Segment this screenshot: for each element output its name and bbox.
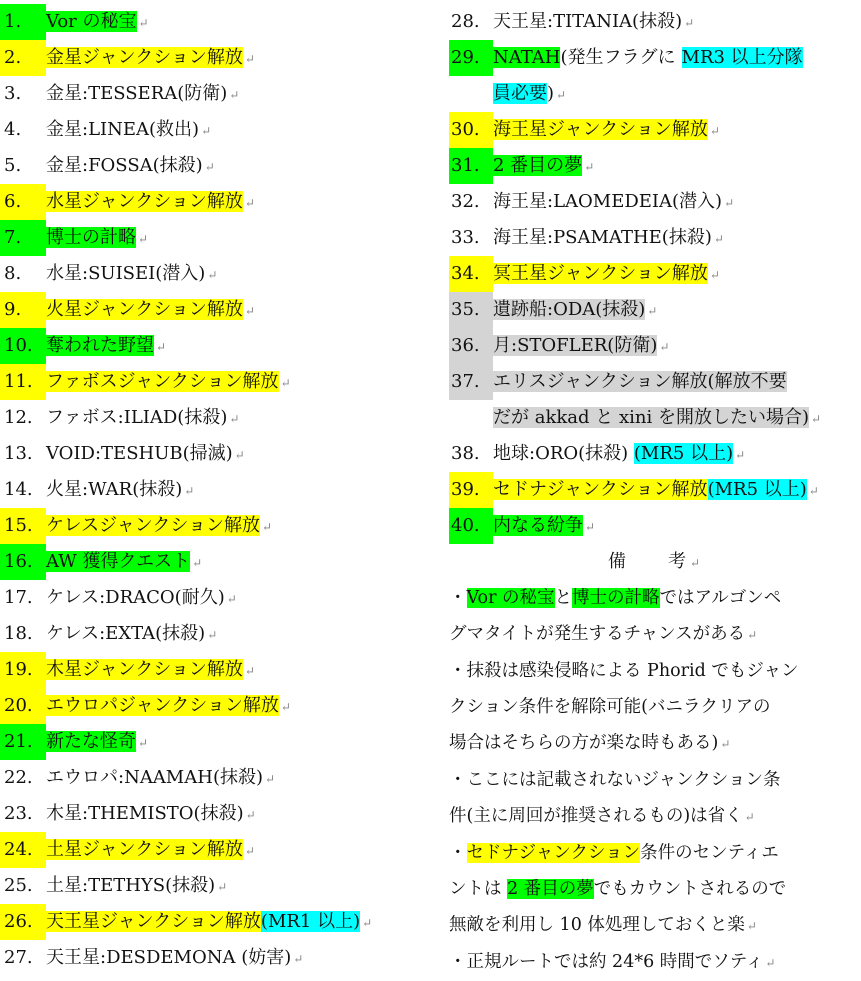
item-number: 31. <box>449 148 493 184</box>
item-number: 15. <box>0 508 46 544</box>
remark-4-line2: ントは 2 番目の夢でもカウントされるので <box>449 879 787 899</box>
list-item <box>449 364 861 436</box>
list-item <box>0 472 440 508</box>
list-item <box>0 436 440 472</box>
item-text: ファボスジャンクション解放 <box>46 371 279 392</box>
list-item <box>449 328 861 364</box>
remark-3: ・ここには記載されないジャンクション条 <box>449 770 781 790</box>
list-item <box>0 328 440 364</box>
remark-4: ・セドナジャンクション条件のセンティエ <box>449 843 779 863</box>
remark-2-line2: クション条件を解除可能(バニラクリアの <box>449 697 771 717</box>
list-item <box>0 868 440 904</box>
paragraph-mark-icon: ↵ <box>556 88 567 102</box>
paragraph-mark-icon: ↵ <box>201 124 212 138</box>
item-text: 海王星:LAOMEDEIA(潜入) <box>493 191 723 212</box>
paragraph-mark-icon: ↵ <box>280 376 291 390</box>
item-number: 12. <box>4 407 33 428</box>
item-number: 34. <box>449 256 493 292</box>
paragraph-mark-icon: ↵ <box>585 520 596 534</box>
item-text: 金星:LINEA(救出) <box>46 119 200 140</box>
paragraph-mark-icon: ↵ <box>362 916 373 930</box>
item-text: 金星ジャンクション解放 <box>46 47 243 68</box>
item-number: 1. <box>0 4 46 40</box>
list-item <box>0 904 440 940</box>
item-number: 7. <box>0 220 46 256</box>
item-number: 9. <box>0 292 46 328</box>
paragraph-mark-icon: ↵ <box>226 592 237 606</box>
list-item <box>0 76 440 112</box>
list-item <box>0 40 440 76</box>
list-item <box>0 652 440 688</box>
mr-requirement-badge: (MR1 以上) <box>260 911 361 932</box>
item-text: 2 番目の夢 <box>493 155 583 176</box>
list-item <box>0 508 440 544</box>
item-number: 10. <box>0 328 46 364</box>
item-text: エリスジャンクション解放(解放不要 <box>493 371 787 392</box>
item-text: 木星ジャンクション解放 <box>46 659 243 680</box>
item-text: 金星:TESSERA(防衛) <box>46 83 228 104</box>
list-item <box>0 796 440 832</box>
list-item <box>449 4 861 40</box>
item-number: 17. <box>4 587 33 608</box>
item-number: 23. <box>4 803 33 824</box>
list-item <box>0 832 440 868</box>
item-text: 水星ジャンクション解放 <box>46 191 243 212</box>
list-item <box>449 220 861 256</box>
item-text: 海王星:PSAMATHE(抹殺) <box>493 227 712 248</box>
list-item <box>0 616 440 652</box>
list-item <box>449 40 861 112</box>
item-text: エウロパジャンクション解放 <box>46 695 279 716</box>
item-text: 奪われた野望 <box>46 335 154 356</box>
item-number: 16. <box>0 544 46 580</box>
paragraph-mark-icon: ↵ <box>709 124 720 138</box>
item-text: 水星:SUISEI(潜入) <box>46 263 206 284</box>
item-number: 14. <box>4 479 33 500</box>
list-item <box>0 544 440 580</box>
item-text: ファボス:ILIAD(抹殺) <box>46 407 228 428</box>
item-note: (発生フラグに <box>560 47 676 68</box>
item-number: 8. <box>4 263 22 284</box>
item-text: 火星ジャンクション解放 <box>46 299 243 320</box>
paragraph-mark-icon: ↵ <box>735 448 746 462</box>
item-text: ケレス:EXTA(抹殺) <box>46 623 206 644</box>
list-item <box>449 112 861 148</box>
item-number: 25. <box>4 875 33 896</box>
item-number: 2. <box>0 40 46 76</box>
item-number: 28. <box>451 11 480 32</box>
paragraph-mark-icon: ↵ <box>192 556 203 570</box>
item-text: 海王星ジャンクション解放 <box>493 119 708 140</box>
item-text: 天王星ジャンクション解放 <box>46 911 261 932</box>
paragraph-mark-icon: ↵ <box>293 952 304 966</box>
item-text: 天王星:TITANIA(抹殺) <box>493 11 683 32</box>
paragraph-mark-icon: ↵ <box>280 700 291 714</box>
item-text: NATAH <box>493 47 561 68</box>
list-item <box>449 256 861 292</box>
remark-1-line2: グマタイトが発生するチャンスがある ↵ <box>449 624 758 644</box>
item-text: ケレス:DRACO(耐久) <box>46 587 225 608</box>
item-text: 遺跡船:ODA(抹殺) <box>493 299 646 320</box>
item-number: 5. <box>4 155 22 176</box>
item-text-continued: 員必要 <box>493 83 547 104</box>
list-item <box>449 148 861 184</box>
paragraph-mark-icon: ↵ <box>234 448 245 462</box>
quest-list-left <box>0 4 440 976</box>
item-text: VOID:TESHUB(掃滅) <box>46 443 233 464</box>
list-item <box>0 580 440 616</box>
list-item <box>449 292 861 328</box>
item-text: ケレスジャンクション解放 <box>46 515 261 536</box>
paragraph-mark-icon: ↵ <box>244 196 255 210</box>
list-item <box>449 436 861 472</box>
item-text-continued: だが akkad と xini を開放したい場合) <box>493 407 809 428</box>
item-number: 6. <box>0 184 46 220</box>
paragraph-mark-icon: ↵ <box>244 304 255 318</box>
item-number: 37. <box>449 364 493 400</box>
item-number: 40. <box>449 508 493 544</box>
item-text: 月:STOFLER(防衛) <box>493 335 658 356</box>
item-text: Vor の秘宝 <box>46 11 137 32</box>
list-item <box>0 400 440 436</box>
paragraph-mark-icon: ↵ <box>659 340 670 354</box>
paragraph-mark-icon: ↵ <box>647 304 658 318</box>
item-number: 4. <box>4 119 22 140</box>
remark-1: ・Vor の秘宝と博士の計略ではアルゴンペ <box>449 588 782 608</box>
paragraph-mark-icon: ↵ <box>207 268 218 282</box>
list-item <box>0 760 440 796</box>
quest-list-right <box>449 4 861 981</box>
item-text: 天王星:DESDEMONA (妨害) <box>46 947 292 968</box>
item-number: 35. <box>449 292 493 328</box>
item-number: 19. <box>0 652 46 688</box>
paragraph-mark-icon: ↵ <box>584 160 595 174</box>
list-item <box>0 724 440 760</box>
paragraph-mark-icon: ↵ <box>217 880 228 894</box>
item-number: 20. <box>0 688 46 724</box>
list-item <box>0 364 440 400</box>
mr-requirement-badge: MR3 以上分隊 <box>681 47 803 68</box>
remark-2-line3: 場合はそちらの方が楽な時もある) ↵ <box>449 733 731 753</box>
item-number: 18. <box>4 623 33 644</box>
list-item <box>0 940 440 976</box>
paragraph-mark-icon: ↵ <box>713 232 724 246</box>
item-number: 24. <box>0 832 46 868</box>
item-number: 36. <box>449 328 493 364</box>
list-item <box>0 220 440 256</box>
item-text: AW 獲得クエスト <box>46 551 191 572</box>
item-text: 金星:FOSSA(抹殺) <box>46 155 203 176</box>
remarks-title: 備 考 ↵ <box>607 551 703 572</box>
item-text: エウロパ:NAAMAH(抹殺) <box>46 767 263 788</box>
list-item <box>0 292 440 328</box>
paragraph-mark-icon: ↵ <box>229 88 240 102</box>
list-item <box>0 112 440 148</box>
paragraph-mark-icon: ↵ <box>810 412 822 426</box>
item-number: 33. <box>451 227 480 248</box>
paragraph-mark-icon: ↵ <box>808 484 819 498</box>
list-item <box>0 148 440 184</box>
item-text: 木星:THEMISTO(抹殺) <box>46 803 244 824</box>
list-item <box>449 184 861 220</box>
paragraph-mark-icon: ↵ <box>184 484 195 498</box>
mr-requirement-badge: (MR5 以上) <box>707 479 807 500</box>
paragraph-mark-icon: ↵ <box>138 232 149 246</box>
paragraph-mark-icon: ↵ <box>245 808 256 822</box>
item-text-tail: ) <box>547 83 555 104</box>
list-item <box>0 184 440 220</box>
remark-5: ・正規ルートでは約 24*6 時間でソティ ↵ <box>449 952 776 972</box>
item-number: 21. <box>0 724 46 760</box>
item-text: 地球:ORO(抹殺) <box>493 443 634 464</box>
list-item <box>449 472 861 508</box>
paragraph-mark-icon: ↵ <box>229 412 240 426</box>
item-text: 冥王星ジャンクション解放 <box>493 263 708 284</box>
item-number: 13. <box>4 443 33 464</box>
paragraph-mark-icon: ↵ <box>138 736 149 750</box>
item-number: 29. <box>449 40 493 76</box>
paragraph-mark-icon: ↵ <box>262 520 273 534</box>
item-text: 内なる紛争 <box>493 515 583 536</box>
item-number: 26. <box>0 904 46 940</box>
item-text: 土星ジャンクション解放 <box>46 839 243 860</box>
paragraph-mark-icon: ↵ <box>156 340 167 354</box>
item-number: 32. <box>451 191 480 212</box>
paragraph-mark-icon: ↵ <box>264 772 276 786</box>
paragraph-mark-icon: ↵ <box>724 196 735 210</box>
item-number: 3. <box>4 83 22 104</box>
item-text: 火星:WAR(抹殺) <box>46 479 183 500</box>
list-item <box>0 688 440 724</box>
item-number: 27. <box>4 947 33 968</box>
paragraph-mark-icon: ↵ <box>709 268 720 282</box>
item-number: 39. <box>449 472 493 508</box>
item-text: 博士の計略 <box>46 227 136 248</box>
paragraph-mark-icon: ↵ <box>684 16 695 30</box>
list-item <box>0 256 440 292</box>
item-text: 新たな怪奇 <box>46 731 136 752</box>
item-number: 38. <box>451 443 480 464</box>
paragraph-mark-icon: ↵ <box>138 16 149 30</box>
paragraph-mark-icon: ↵ <box>204 160 215 174</box>
item-number: 22. <box>4 767 33 788</box>
item-number: 30. <box>449 112 493 148</box>
list-item <box>449 508 861 544</box>
item-number: 11. <box>0 364 46 400</box>
remark-4-line3: 無敵を利用し 10 体処理しておくと楽 ↵ <box>449 915 757 935</box>
mr-requirement-badge: (MR5 以上) <box>633 443 734 464</box>
remark-3-line2: 件(主に周回が推奨されるもの)は省く ↵ <box>449 806 755 826</box>
paragraph-mark-icon: ↵ <box>244 664 255 678</box>
paragraph-mark-icon: ↵ <box>244 844 255 858</box>
item-text: セドナジャンクション解放 <box>493 479 708 500</box>
paragraph-mark-icon: ↵ <box>207 628 218 642</box>
item-text: 土星:TETHYS(抹殺) <box>46 875 216 896</box>
remark-2: ・抹殺は感染侵略による Phorid でもジャン <box>449 661 799 681</box>
list-item <box>0 4 440 40</box>
paragraph-mark-icon: ↵ <box>244 52 255 66</box>
